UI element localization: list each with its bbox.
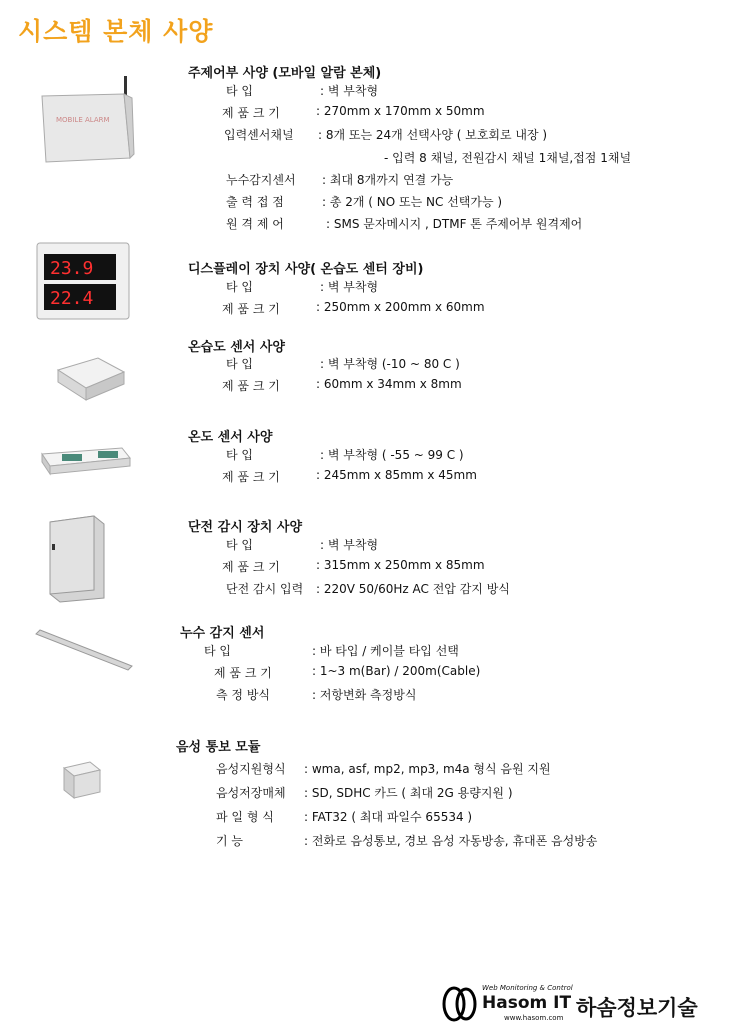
section-title: 단전 감시 장치 사양 [188,520,303,535]
leak-sensor-bar-image [34,628,134,674]
company-logo [442,984,742,1024]
logo-brand: Hasom IT [482,993,572,1013]
power-monitor-image [46,514,108,604]
display-value-top: 23.9 [50,258,94,279]
section-title: 주제어부 사양 (모바일 알람 본체) [188,66,382,81]
page-title: 시스템 본체 사양 [18,17,214,46]
section-title: 온도 센서 사양 [188,430,273,445]
section-title: 온습도 센서 사양 [188,340,285,355]
logo-mark-icon [442,984,482,1024]
display-device-image [36,242,132,322]
mobile-alarm-label: MOBILE ALARM [56,116,110,124]
logo-url: www.hasom.com [504,1014,564,1022]
logo-tagline: Web Monitoring & Control [482,984,573,992]
section-title: 디스플레이 장치 사양( 온습도 센터 장비) [188,262,424,277]
section-title: 누수 감지 센서 [180,626,265,641]
display-value-bottom: 22.4 [50,288,94,309]
temp-humidity-sensor-image [52,352,128,404]
temperature-sensor-image [38,444,132,478]
section-title: 음성 통보 모듈 [176,740,261,755]
spec-note: - 입력 8 채널, 전원감시 채널 1채널,접점 1채널 [384,151,632,165]
voice-module-image [60,758,104,802]
mobile-alarm-image [36,74,136,166]
logo-korean-name: 하솜정보기술 [576,996,698,1020]
